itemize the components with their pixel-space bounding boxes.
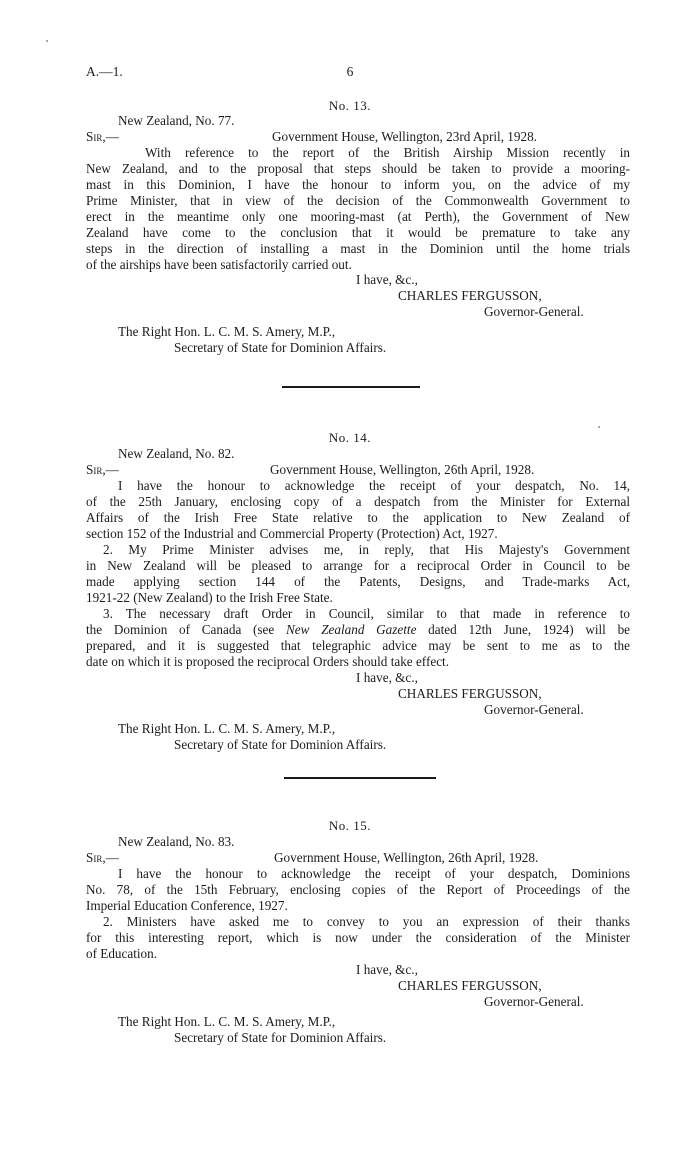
paragraph-line: 2. My Prime Minister advises me, in reply, that His Majesty's Government [103,542,630,557]
addressee: The Right Hon. L. C. M. S. Amery, M.P., [118,1014,336,1029]
signatory-title: Governor-General. [484,702,584,717]
despatch-number: No. 13. [328,98,372,113]
paragraph-line: I have the honour to acknowledge the receipt of your despatch, No. 14, [118,478,630,493]
paragraph-line: No. 78, of the 15th February, enclosing copies of the Report of Proceedings of the [86,882,630,897]
paragraph-line: date on which it is proposed the reciprocal Orders should take effect. [86,654,450,669]
signatory-title: Governor-General. [484,994,584,1009]
paragraph-line: Affairs of the Irish Free State relative to the application to New Zealand of [86,510,630,525]
paragraph-line: I have the honour to acknowledge the receipt of your despatch, Dominions [118,866,630,881]
salutation: Sir,— [86,129,119,144]
place-date: Government House, Wellington, 26th April, 1928. [270,462,535,477]
despatch-origin: New Zealand, No. 77. [118,113,235,128]
addressee-title: Secretary of State for Dominion Affairs. [174,737,387,752]
signatory: CHARLES FERGUSSON, [398,288,542,303]
closing: I have, &c., [356,272,418,287]
paragraph-line: steps in the direction of installing a mast in the Dominion until the home trials [86,241,630,256]
paragraph-line: made applying section 144 of the Patents, Designs, and Trade-marks Act, [86,574,630,589]
paragraph-line: 2. Ministers have asked me to convey to you an expression of their thanks [103,914,630,929]
paragraph-line: 1921-22 (New Zealand) to the Irish Free State. [86,590,333,605]
addressee-title: Secretary of State for Dominion Affairs. [174,1030,387,1045]
place-date: Government House, Wellington, 23rd April, 1928. [272,129,537,144]
paragraph-line: 3. The necessary draft Order in Council, similar to that made in reference to [103,606,630,621]
paragraph-line: of the airships have been satisfactorily carried out. [86,257,352,272]
paragraph-line: New Zealand, and to the proposal that steps should be taken to provide a mooring- [86,161,630,176]
page-number: 6 [346,64,354,79]
paragraph-line: section 152 of the Industrial and Commercial Property (Protection) Act, 1927. [86,526,498,541]
paragraph-line: in New Zealand will be pleased to arrange for a reciprocal Order in Council to be [86,558,630,573]
paragraph-fragment: the Dominion of Canada (see [86,622,275,637]
paragraph-line: Zealand have come to the conclusion that it would be premature to take any [86,225,630,240]
paragraph-line-with-gazette [86,622,630,638]
page-reference: A.—1. [86,64,123,79]
addressee-title: Secretary of State for Dominion Affairs. [174,340,387,355]
despatch-origin: New Zealand, No. 82. [118,446,235,461]
closing: I have, &c., [356,670,418,685]
paragraph-line: prepared, and it is suggested that telegraphic advice may be sent to me as to the [86,638,630,653]
despatch-number: No. 14. [328,430,372,445]
scan-speck [46,40,48,42]
place-date: Government House, Wellington, 26th April, 1928. [274,850,539,865]
paragraph-line: of Education. [86,946,158,961]
paragraph-line: for this interesting report, which is now under the consideration of the Minister [86,930,630,945]
addressee: The Right Hon. L. C. M. S. Amery, M.P., [118,721,336,736]
paragraph-line: Imperial Education Conference, 1927. [86,898,288,913]
signatory: CHARLES FERGUSSON, [398,686,542,701]
salutation: Sir,— [86,850,119,865]
despatch-origin: New Zealand, No. 83. [118,834,235,849]
paragraph-line: of the 25th January, enclosing copy of a despatch from the Minister for External [86,494,630,509]
paragraph-line: With reference to the report of the British Airship Mission recently in [145,145,630,160]
salutation: Sir,— [86,462,119,477]
paragraph-fragment: dated 12th June, 1924) will be [428,622,631,637]
paragraph-line: Prime Minister, that in view of the decision of the Commonwealth Government to [86,193,630,208]
signatory: CHARLES FERGUSSON, [398,978,542,993]
addressee: The Right Hon. L. C. M. S. Amery, M.P., [118,324,336,339]
section-divider [284,777,436,779]
paragraph-line: erect in the meantime only one mooring-mast (at Perth), the Government of New [86,209,630,224]
despatch-number: No. 15. [328,818,372,833]
scan-speck [598,426,600,428]
gazette-title: New Zealand Gazette [286,622,417,637]
section-divider [282,386,420,388]
closing: I have, &c., [356,962,418,977]
paragraph-line: mast in this Dominion, I have the honour to inform you, on the advice of my [86,177,630,192]
signatory-title: Governor-General. [484,304,584,319]
